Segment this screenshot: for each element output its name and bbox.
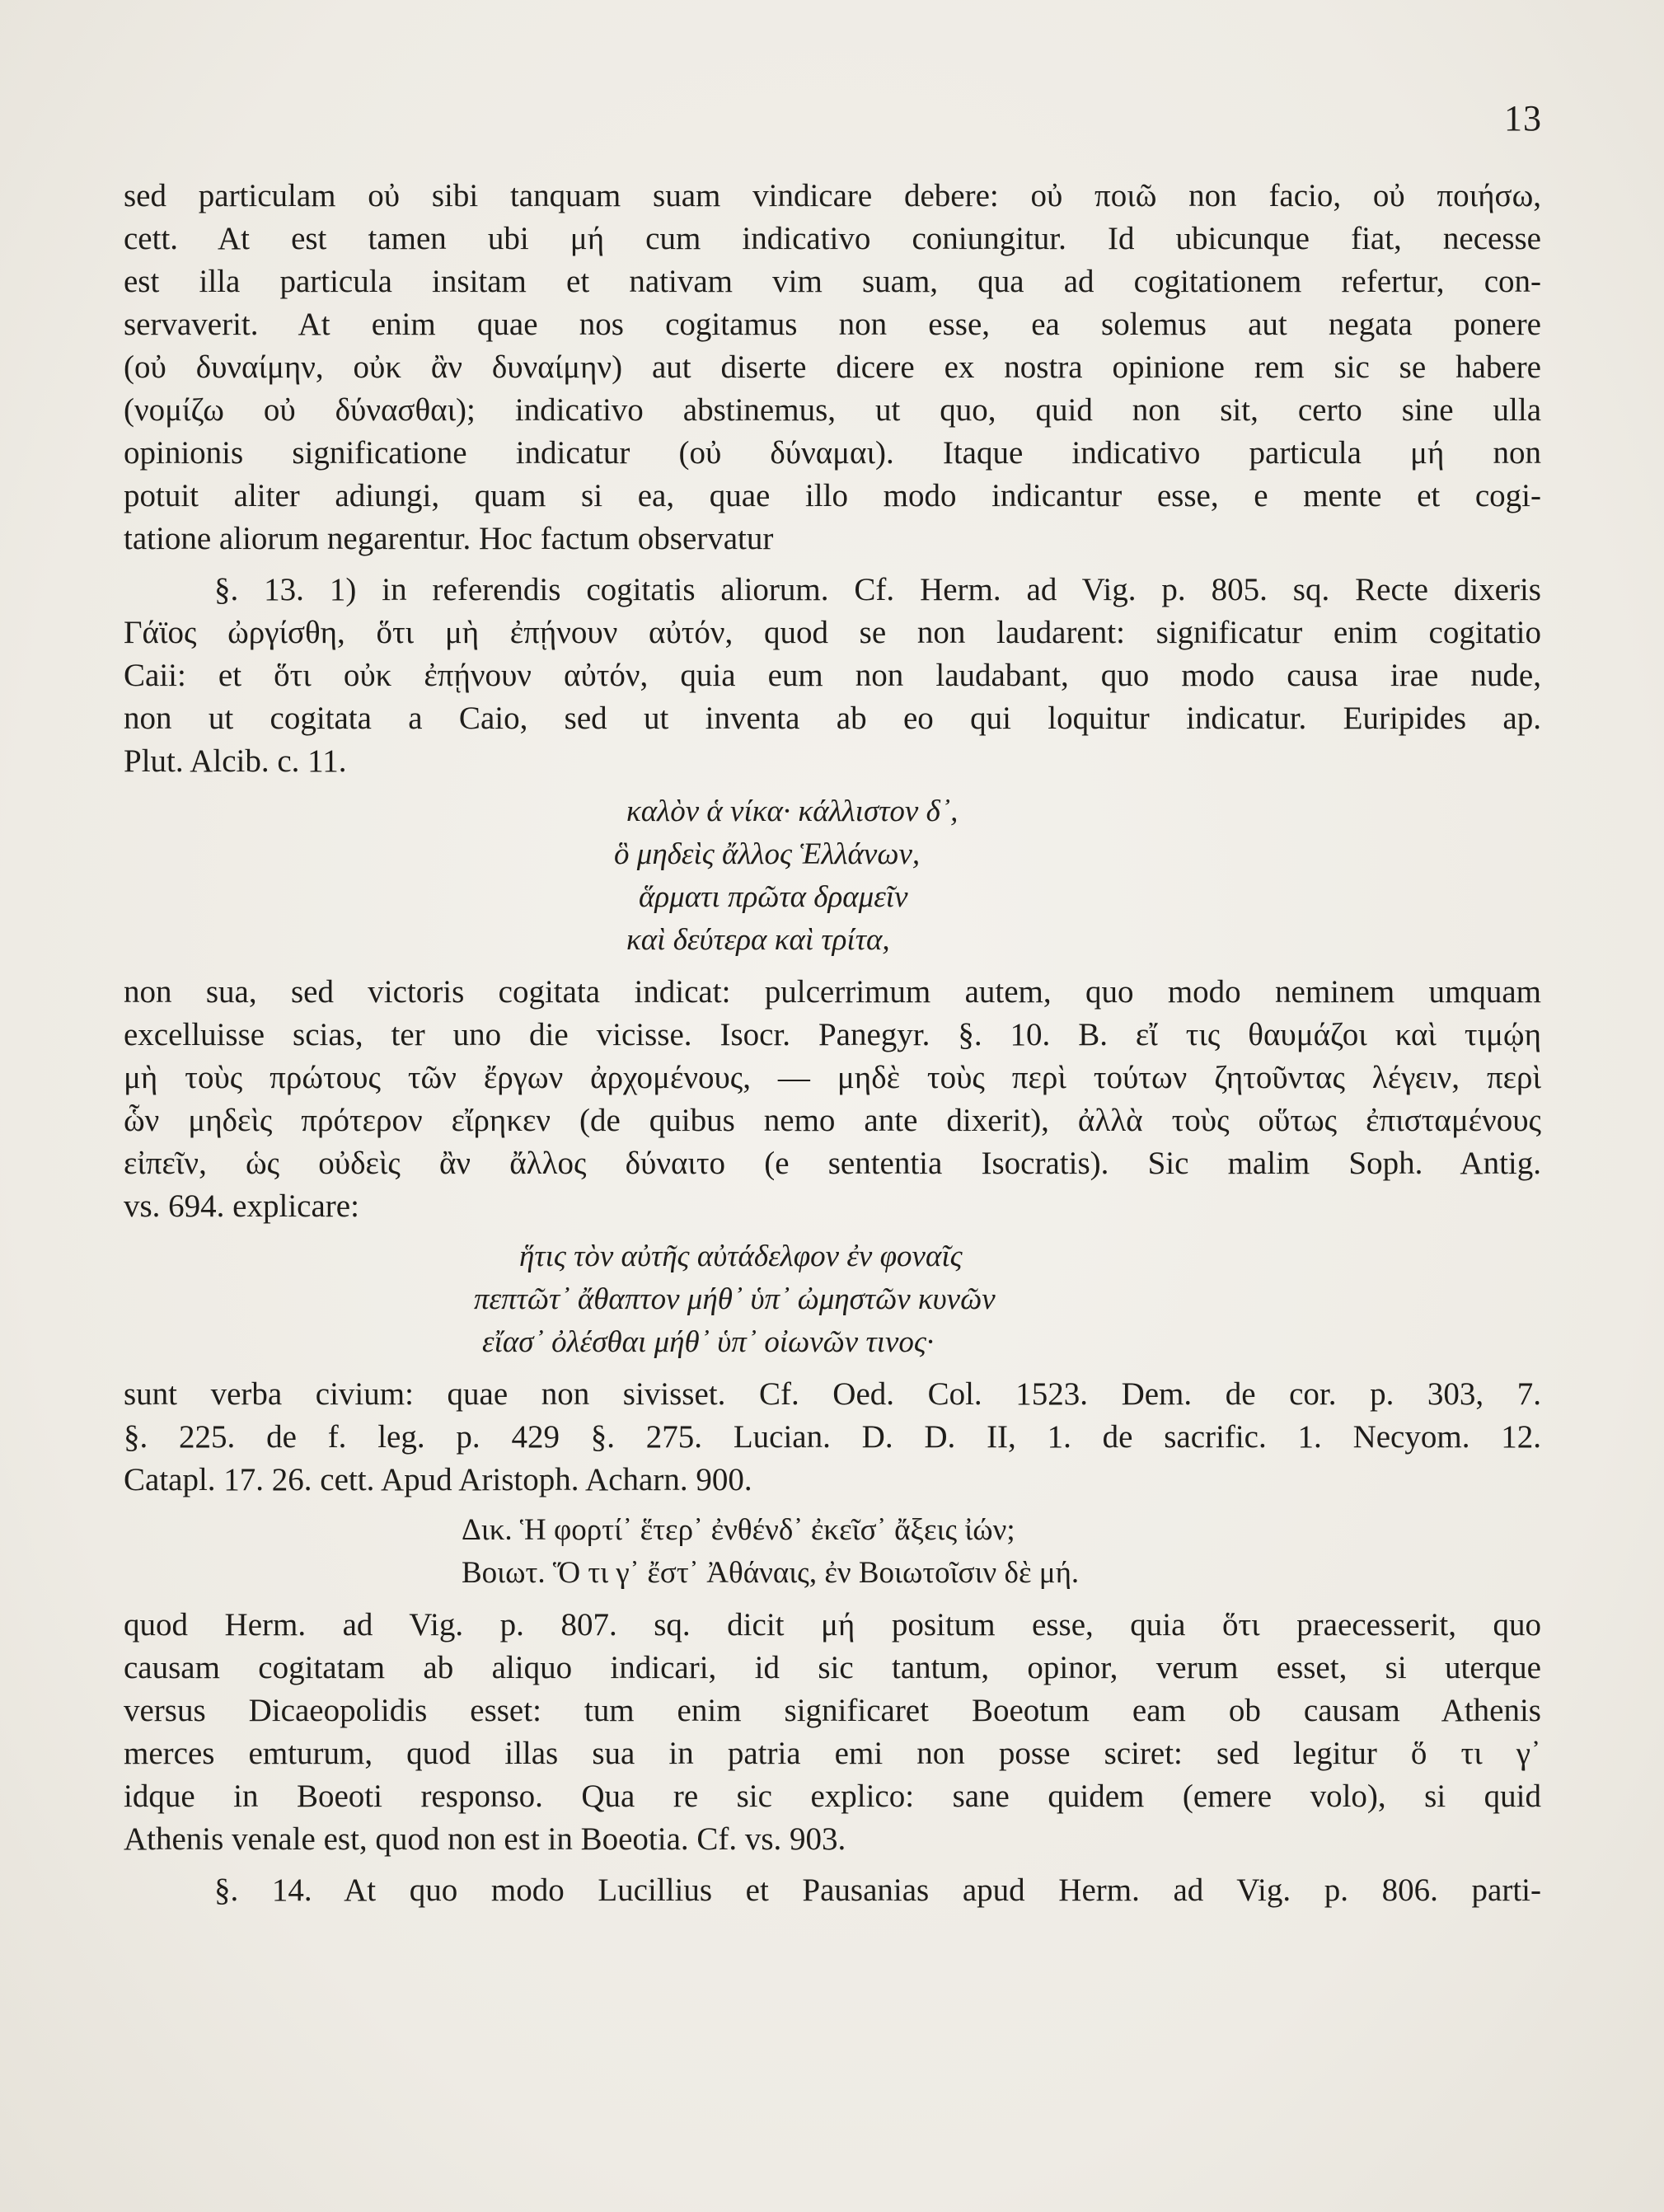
- text-line: Athenis venale est, quod non est in Boeotia. Cf. vs. 903.: [124, 1821, 846, 1857]
- text-line: merces emturum, quod illas sua in patria emi non posse sciret: sed legitur ὅ τι γ᾽: [124, 1736, 1541, 1771]
- text-line: Plut. Alcib. c. 11.: [124, 743, 347, 779]
- text-line: idque in Boeoti responso. Qua re sic explico: sane quidem (emere volo), si quid: [124, 1779, 1541, 1814]
- dialogue-line: Βοιωτ. Ὅ τι γ᾽ ἔστ᾽ Ἀθάναις, ἐν Βοιωτοῖσιν δὲ μή.: [462, 1556, 1080, 1590]
- text-line: vs. 694. explicare:: [124, 1188, 359, 1224]
- verse-line: καλὸν ἁ νίκα· κάλλιστον δ᾽,: [626, 794, 959, 828]
- text-line: ὧν μηδεὶς πρότερον εἴρηκεν (de quibus nemo ante dixerit), ἀλλὰ τοὺς οὕτως ἐπισταμένους: [124, 1103, 1541, 1138]
- verse-line: πεπτῶτ᾽ ἄθαπτον μήθ᾽ ὑπ᾽ ὠμηστῶν κυνῶν: [474, 1282, 996, 1316]
- text-line: cett. At est tamen ubi μή cum indicativo coniungitur. Id ubicunque fiat, necesse: [124, 221, 1541, 256]
- dialogue-line: Δικ. Ἡ φορτί᾽ ἕτερ᾽ ἐνθένδ᾽ ἐκεῖσ᾽ ἄξεις ἰών;: [462, 1513, 1015, 1547]
- text-line: Γάϊος ὠργίσθη, ὅτι μὴ ἐπῄνουν αὐτόν, quod se non laudarent: significatur enim cogitatio: [124, 615, 1541, 650]
- text-line: opinionis significatione indicatur (οὐ δύναμαι). Itaque indicativo particula μή non: [124, 435, 1541, 471]
- text-line: Caii: et ὅτι οὐκ ἐπῄνουν αὐτόν, quia eum non laudabant, quo modo causa irae nude,: [124, 658, 1541, 693]
- verse-line: καὶ δεύτερα καὶ τρίτα,: [626, 923, 890, 957]
- text-line: potuit aliter adiungi, quam si ea, quae illo modo indicantur esse, e mente et cogi-: [124, 478, 1541, 513]
- text-line: causam cogitatam ab aliquo indicari, id sic tantum, opinor, verum esset, si uterque: [124, 1650, 1541, 1685]
- text-line: quod Herm. ad Vig. p. 807. sq. dicit μή positum esse, quia ὅτι praecesserit, quo: [124, 1607, 1541, 1643]
- text-line: non ut cogitata a Caio, sed ut inventa ab eo qui loquitur indicatur. Euripides ap.: [124, 701, 1541, 736]
- text-line: non sua, sed victoris cogitata indicat: pulcerrimum autem, quo modo neminem umquam: [124, 974, 1541, 1010]
- section-heading-14: §. 14. At quo modo Lucillius et Pausanias apud Herm. ad Vig. p. 806. parti-: [214, 1872, 1541, 1908]
- text-line: versus Dicaeopolidis esset: tum enim significaret Boeotum eam ob causam Athenis: [124, 1693, 1541, 1728]
- text-line: tatione aliorum negarentur. Hoc factum observatur: [124, 521, 774, 556]
- text-line: est illa particula insitam et nativam vim suam, qua ad cogitationem refertur, con-: [124, 264, 1541, 299]
- page-number: 13: [1504, 98, 1542, 138]
- text-line: excelluisse scias, ter uno die vicisse. Isocr. Panegyr. §. 10. B. εἴ τις θαυμάζοι καὶ τιμῴη: [124, 1017, 1541, 1052]
- verse-line: εἴασ᾽ ὀλέσθαι μήθ᾽ ὑπ᾽ οἰωνῶν τινος·: [482, 1325, 935, 1359]
- verse-line: ὃ μηδεὶς ἄλλος Ἑλλάνων,: [614, 837, 921, 871]
- text-line: εἰπεῖν, ὡς οὐδεὶς ἂν ἄλλος δύναιτο (e sententia Isocratis). Sic malim Soph. Antig.: [124, 1146, 1541, 1181]
- text-line: (νομίζω οὐ δύνασθαι); indicativo abstinemus, ut quo, quid non sit, certo sine ulla: [124, 392, 1541, 428]
- verse-line: ἥτις τὸν αὐτῆς αὐτάδελφον ἐν φοναῖς: [519, 1240, 963, 1273]
- text-line: sed particulam οὐ sibi tanquam suam vindicare debere: οὐ ποιῶ non facio, οὐ ποιήσω,: [124, 178, 1541, 213]
- text-line: (οὐ δυναίμην, οὐκ ἂν δυναίμην) aut diserte dicere ex nostra opinione rem sic se habere: [124, 349, 1541, 385]
- text-line: §. 225. de f. leg. p. 429 §. 275. Lucian. D. D. II, 1. de sacrific. 1. Necyom. 12.: [124, 1419, 1541, 1455]
- verse-line: ἅρματι πρῶτα δραμεῖν: [639, 880, 908, 914]
- text-line: servaverit. At enim quae nos cogitamus non esse, ea solemus aut negata ponere: [124, 307, 1541, 342]
- text-line: Catapl. 17. 26. cett. Apud Aristoph. Acharn. 900.: [124, 1462, 752, 1497]
- text-line: μὴ τοὺς πρώτους τῶν ἔργων ἀρχομένους, — μηδὲ τοὺς περὶ τούτων ζητοῦντας λέγειν, περὶ: [124, 1060, 1541, 1095]
- section-heading-13: §. 13. 1) in referendis cogitatis aliorum. Cf. Herm. ad Vig. p. 805. sq. Recte dixeris: [214, 572, 1541, 607]
- text-line: sunt verba civium: quae non sivisset. Cf. Oed. Col. 1523. Dem. de cor. p. 303, 7.: [124, 1376, 1541, 1412]
